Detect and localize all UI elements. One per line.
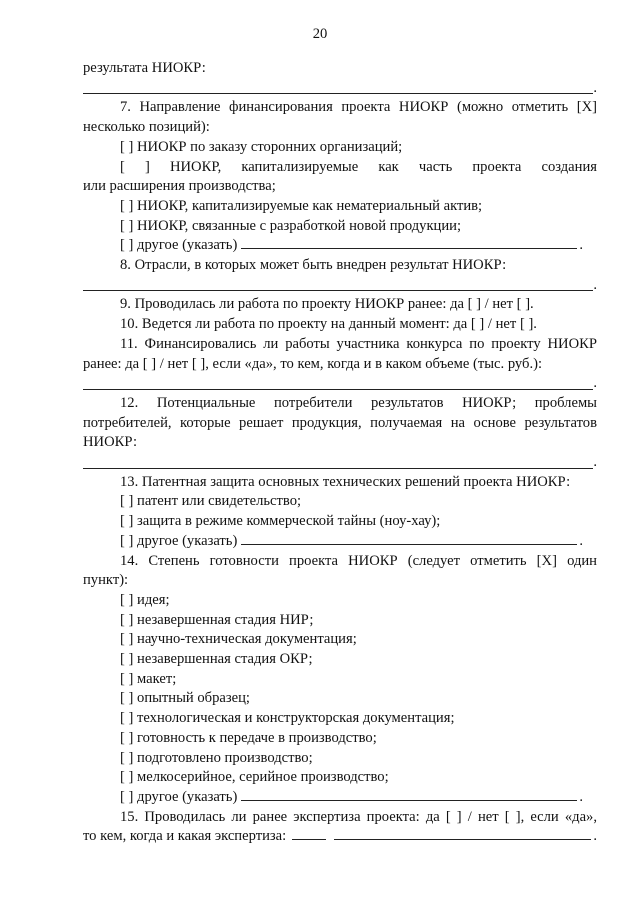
q7-option-capitalized-project-line2: или расширения производства; [83, 178, 276, 195]
q7-heading-line2: несколько позиций): [83, 119, 210, 136]
q15-question-line1: 15. Проводилась ли ранее экспертиза проекта: да [ ] / нет [ ], если «да», [120, 808, 597, 825]
q9-question: 9. Проводилась ли работа по проекту НИОКР ранее: да [ ] / нет [ ]. [120, 296, 534, 313]
q14-option-research-incomplete[interactable]: [ ] незавершенная стадия НИР; [120, 611, 314, 628]
q7-option-contract[interactable]: [ ] НИОКР по заказу сторонних организаций; [120, 138, 403, 155]
q14-option-production-prepared[interactable]: [ ] подготовлено производство; [120, 749, 313, 766]
q12-question-line3: НИОКР: [83, 434, 138, 451]
q15-short-input-line[interactable] [292, 838, 326, 840]
q11-question-line1: 11. Финансировались ли работы участника конкурса по проекту НИОКР [120, 335, 597, 352]
q14-option-development-incomplete[interactable]: [ ] незавершенная стадия ОКР; [120, 651, 313, 668]
q7-option-intangible-asset[interactable]: [ ] НИОКР, капитализируемые как нематериальный актив; [120, 197, 483, 214]
q14-heading-line1: 14. Степень готовности проекта НИОКР (следует отметить [X] один [120, 552, 597, 569]
result-label: результата НИОКР: [83, 60, 206, 76]
q13-option-other[interactable] [83, 532, 597, 552]
q13-other-input-line[interactable] [241, 543, 577, 545]
q7-option-new-product[interactable]: [ ] НИОКР, связанные с разработкой новой продукции; [120, 217, 462, 234]
q14-option-other-label: [ ] другое (указать) [120, 788, 238, 805]
q14-option-prototype[interactable]: [ ] опытный образец; [120, 690, 250, 707]
line-end-period: . [593, 276, 597, 293]
form-body [83, 59, 597, 847]
q8-heading: 8. Отрасли, в которых может быть внедрен результат НИОКР: [120, 257, 507, 274]
page-number: 20 [312, 26, 328, 42]
q7-option-capitalized-project-line1[interactable]: [ ] НИОКР, капитализируемые как часть проекта создания [120, 158, 597, 175]
q13-option-know-how[interactable]: [ ] защита в режиме коммерческой тайны (ноу-хау); [120, 513, 441, 530]
q8-answer-line[interactable] [83, 276, 597, 296]
line-end-period: . [593, 375, 597, 392]
q7-heading-line1: 7. Направление финансирования проекта НИОКР (можно отметить [X] [120, 99, 597, 116]
q11-answer-line[interactable] [83, 374, 597, 394]
q13-option-patent[interactable]: [ ] патент или свидетельство; [120, 493, 302, 510]
q13-heading: 13. Патентная защита основных технических решений проекта НИОКР: [120, 473, 571, 490]
q14-option-scientific-docs[interactable]: [ ] научно-техническая документация; [120, 631, 357, 648]
q12-answer-line[interactable] [83, 453, 597, 473]
line-end-period: . [593, 79, 597, 96]
line-end-period: . [579, 532, 583, 549]
q14-heading-line2: пункт): [83, 572, 129, 589]
q7-option-other-label: [ ] другое (указать) [120, 237, 238, 254]
q14-option-ready-for-production[interactable]: [ ] готовность к передаче в производство; [120, 729, 377, 746]
q11-question-line2: ранее: да [ ] / нет [ ], если «да», то кем, когда и в каком объеме (тыс. руб.): [83, 355, 543, 372]
q14-option-serial-production[interactable]: [ ] мелкосерийное, серийное производство; [120, 769, 389, 786]
line-end-period: . [593, 454, 597, 470]
q14-option-mockup[interactable]: [ ] макет; [120, 670, 177, 687]
q15-answer-input-line[interactable] [334, 838, 591, 840]
q15-question-line2 [83, 827, 597, 847]
q12-question-line1: 12. Потенциальные потребители результатов НИОКР; проблемы [120, 394, 597, 411]
q14-other-input-line[interactable] [241, 799, 577, 801]
q7-other-input-line[interactable] [241, 247, 577, 249]
q12-question-line2: потребителей, которые решает продукция, получаемая на основе результатов [83, 414, 597, 431]
q14-option-idea[interactable]: [ ] идея; [120, 591, 170, 608]
q7-option-other[interactable] [83, 236, 597, 256]
q14-option-other[interactable] [83, 788, 597, 808]
q10-question: 10. Ведется ли работа по проекту на данный момент: да [ ] / нет [ ]. [120, 316, 537, 333]
result-answer-line[interactable] [83, 79, 597, 99]
line-end-period: . [593, 828, 597, 845]
q13-option-other-label: [ ] другое (указать) [120, 532, 238, 549]
q15-question-line2-label: то кем, когда и какая экспертиза: [83, 828, 287, 845]
q14-option-design-docs[interactable]: [ ] технологическая и конструкторская документация; [120, 710, 455, 727]
line-end-period: . [579, 237, 583, 254]
line-end-period: . [579, 788, 583, 805]
